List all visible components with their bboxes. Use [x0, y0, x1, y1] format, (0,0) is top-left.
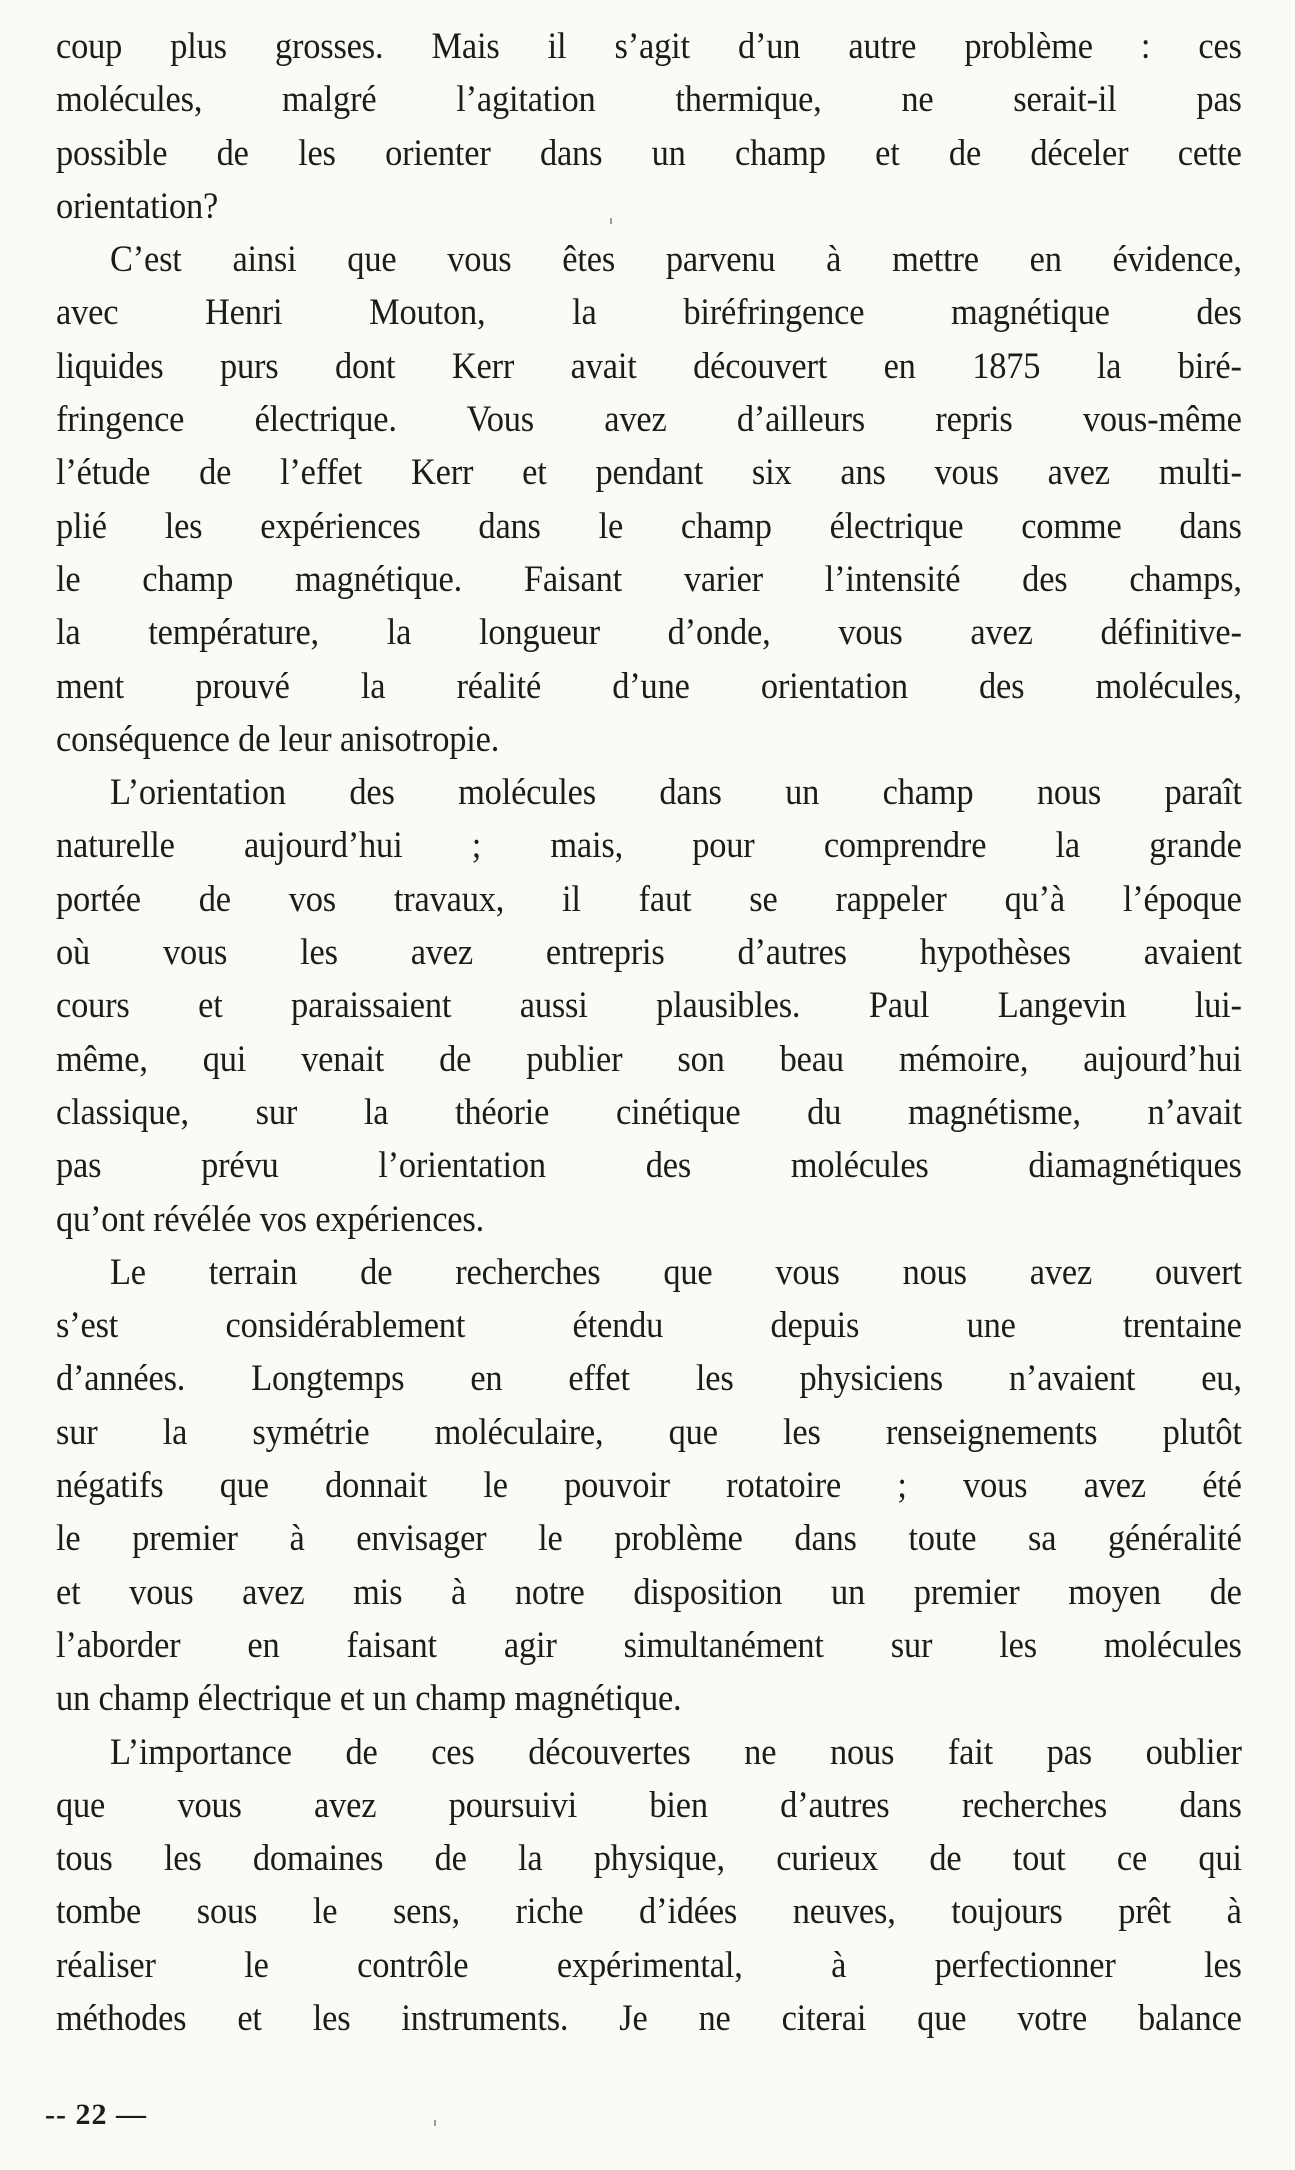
page-body — [56, 20, 1242, 2045]
paragraph — [56, 766, 1242, 1246]
text-line: où vous les avez entrepris d’autres hypothèses avaient — [56, 932, 1242, 974]
text-line: avec Henri Mouton, la biréfringence magnétique des — [56, 292, 1242, 334]
scan-speck — [434, 2120, 436, 2126]
text-line: même, qui venait de publier son beau mémoire, aujourd’hui — [56, 1038, 1242, 1080]
text-line: L’importance de ces découvertes ne nous fait pas oublier — [109, 1731, 1242, 1773]
text-line: l’étude de l’effet Kerr et pendant six ans vous avez multi- — [56, 452, 1242, 494]
paragraph — [56, 233, 1242, 766]
text-line: sur la symétrie moléculaire, que les renseignements plutôt — [56, 1411, 1242, 1453]
text-line: pas prévu l’orientation des molécules diamagnétiques — [56, 1145, 1242, 1187]
text-line: C’est ainsi que vous êtes parvenu à mettre en évidence, — [109, 239, 1242, 281]
text-line: la température, la longueur d’onde, vous avez définitive- — [56, 612, 1242, 654]
text-line: tous les domaines de la physique, curieux de tout ce qui — [56, 1838, 1242, 1880]
text-line: possible de les orienter dans un champ et de déceler cette — [56, 132, 1242, 174]
paragraph — [56, 1726, 1242, 2046]
text-line: méthodes et les instruments. Je ne citerai que votre balance — [56, 1997, 1242, 2039]
paragraph — [56, 20, 1242, 233]
text-line: ment prouvé la réalité d’une orientation des molécules, — [56, 665, 1242, 707]
text-line: plié les expériences dans le champ électrique comme dans — [56, 505, 1242, 547]
text-line: fringence électrique. Vous avez d’ailleurs repris vous-même — [56, 399, 1242, 441]
text-line: le champ magnétique. Faisant varier l’intensité des champs, — [56, 558, 1242, 600]
text-line: un champ électrique et un champ magnétique. — [56, 1678, 682, 1720]
text-line: l’aborder en faisant agir simultanément sur les molécules — [56, 1624, 1242, 1666]
text-line: classique, sur la théorie cinétique du magnétisme, n’avait — [56, 1091, 1242, 1133]
text-line: conséquence de leur anisotropie. — [56, 718, 500, 760]
text-line: le premier à envisager le problème dans toute sa généralité — [56, 1518, 1242, 1560]
text-line: tombe sous le sens, riche d’idées neuves, toujours prêt à — [56, 1891, 1242, 1933]
text-line: Le terrain de recherches que vous nous avez ouvert — [109, 1251, 1242, 1293]
text-line: qu’ont révélée vos expériences. — [56, 1198, 484, 1240]
text-line: s’est considérablement étendu depuis une trentaine — [56, 1305, 1242, 1347]
text-line: naturelle aujourd’hui ; mais, pour comprendre la grande — [56, 825, 1242, 867]
scan-speck — [610, 218, 612, 224]
text-line: orientation? — [56, 185, 219, 227]
text-line: L’orientation des molécules dans un champ nous paraît — [109, 772, 1242, 814]
text-line: cours et paraissaient aussi plausibles. Paul Langevin lui- — [56, 985, 1242, 1027]
text-line: réaliser le contrôle expérimental, à perfectionner les — [56, 1944, 1242, 1986]
text-line: molécules, malgré l’agitation thermique, ne serait-il pas — [56, 79, 1242, 121]
paragraph — [56, 1246, 1242, 1726]
text-line: et vous avez mis à notre disposition un premier moyen de — [56, 1571, 1242, 1613]
text-line: que vous avez poursuivi bien d’autres recherches dans — [56, 1784, 1242, 1826]
page-number: -- 22 — — [45, 2098, 147, 2131]
text-line: négatifs que donnait le pouvoir rotatoire ; vous avez été — [56, 1465, 1242, 1507]
text-line: coup plus grosses. Mais il s’agit d’un autre problème : ces — [56, 26, 1242, 67]
text-line: liquides purs dont Kerr avait découvert en 1875 la biré- — [56, 345, 1242, 387]
text-line: d’années. Longtemps en effet les physiciens n’avaient eu, — [56, 1358, 1242, 1400]
text-line: portée de vos travaux, il faut se rappeler qu’à l’époque — [56, 878, 1242, 920]
